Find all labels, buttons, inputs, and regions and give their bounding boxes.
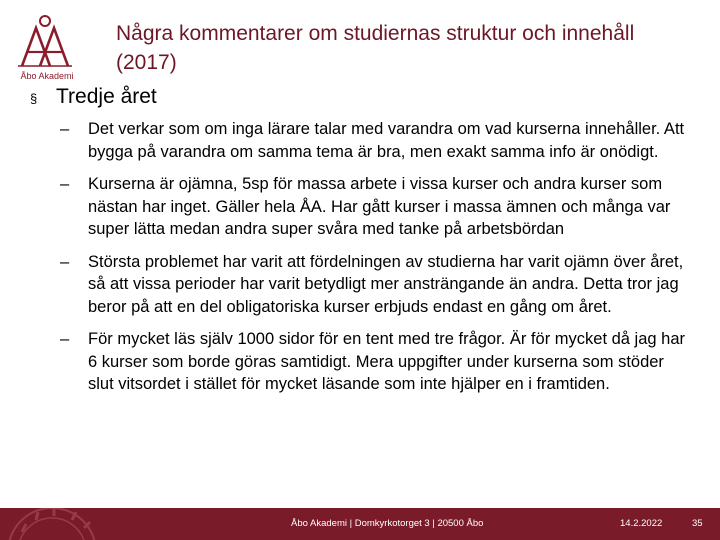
comment-list: [30, 118, 700, 396]
slide-content: [30, 84, 700, 406]
logo-emblem-icon: [14, 14, 80, 72]
list-item: [60, 173, 700, 241]
dash-bullet: –: [60, 252, 70, 271]
footer-date: 14.2.2022: [620, 518, 663, 529]
list-item-text: Största problemet har varit att fördelningen av studierna har varit ojämn över året, så att vissa perioder har varit betydligt mer ansträngande än andra. Detta tror jag beror på att en del obligatoriska kurser erbjuds endast en gång om året.: [88, 252, 684, 316]
section-bullet: §: [30, 91, 38, 106]
abo-akademi-logo: [14, 14, 80, 86]
dash-bullet: –: [60, 330, 70, 348]
footer-bar: [0, 508, 720, 540]
section-heading: Tredje året: [56, 85, 157, 108]
seal-watermark-icon: [0, 508, 122, 540]
list-item-text: För mycket läs själv 1000 sidor för en tent med tre frågor. Är för mycket då jag har 6 kurser som borde göras samtidigt. Mera uppgifter under kurserna som stöder slut vitsordet i stället för mycket läsande som inte hjälper en i framtiden.: [88, 330, 685, 393]
list-item: [60, 328, 700, 396]
list-item-text: Kurserna är ojämna, 5sp för massa arbete i vissa kurser och andra kurser som nästan har inget. Gäller hela ÅA. Har gått kurser i massa ämnen och många var super lätta medan andra super svåra med tanke på arbetsbördan: [88, 175, 671, 238]
footer-address: Åbo Akademi | Domkyrkotorget 3 | 20500 Åbo: [291, 518, 484, 529]
dash-bullet: –: [60, 175, 70, 193]
dash-bullet: –: [60, 120, 70, 138]
section-heading-row: [30, 84, 700, 112]
page-number: 35: [692, 518, 703, 529]
logo-wordmark: Åbo Akademi: [20, 71, 74, 81]
list-item: [60, 118, 700, 163]
list-item-text: Det verkar som om inga lärare talar med varandra om vad kurserna innehåller. Att bygga på varandra om samma tema är bra, men exakt samma info är onödigt.: [88, 120, 685, 161]
list-item: [60, 251, 700, 319]
slide-title: Några kommentarer om studiernas struktur och innehåll (2017): [116, 22, 635, 74]
